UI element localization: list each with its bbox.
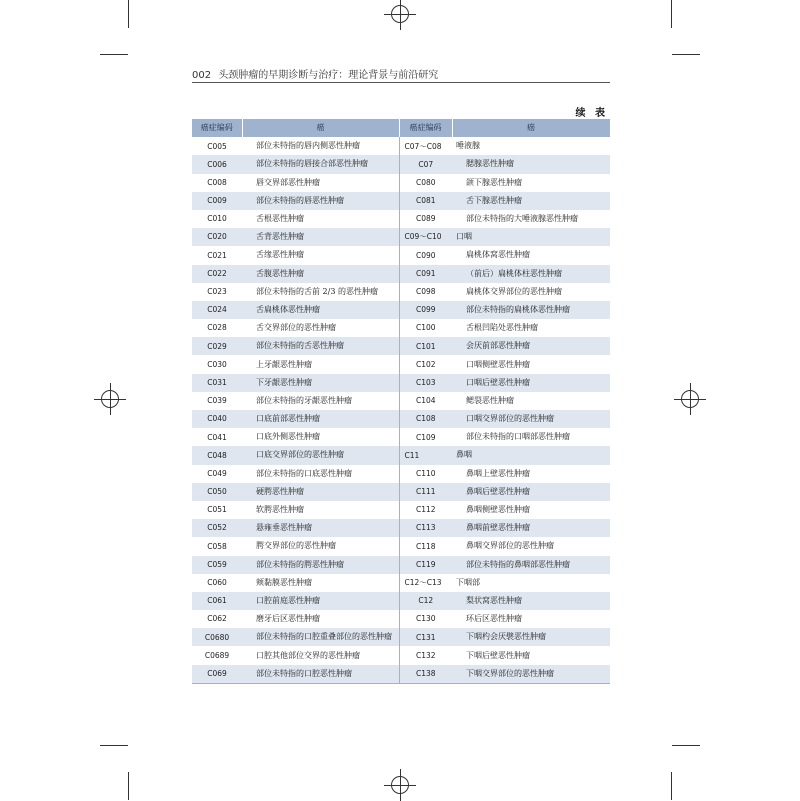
left-code-cell: C031 — [192, 374, 242, 392]
left-name-cell: 软腭恶性肿瘤 — [242, 501, 399, 519]
left-code-cell: C0689 — [192, 646, 242, 664]
right-name-cell: 下咽交界部位的恶性肿瘤 — [452, 665, 610, 684]
left-name-cell: 颊黏膜恶性肿瘤 — [242, 574, 399, 592]
left-name-cell: 腭交界部位的恶性肿瘤 — [242, 537, 399, 555]
table-row — [192, 646, 610, 664]
registration-mark-bottom — [391, 776, 409, 794]
left-name-cell: 部位未特指的唇恶性肿瘤 — [242, 192, 399, 210]
crop-mark — [671, 0, 672, 28]
left-code-cell: C005 — [192, 137, 242, 155]
right-code-cell: C12～C13 — [399, 574, 452, 592]
right-code-cell: C090 — [399, 246, 452, 264]
left-code-cell: C022 — [192, 265, 242, 283]
table-row — [192, 556, 610, 574]
right-name-cell: 口咽交界部位的恶性肿瘤 — [452, 410, 610, 428]
right-code-cell: C11 — [399, 446, 452, 464]
left-name-cell: 口底外侧恶性肿瘤 — [242, 428, 399, 446]
right-code-cell: C110 — [399, 465, 452, 483]
right-name-cell: 部位未特指的扁桃体恶性肿瘤 — [452, 301, 610, 319]
left-name-cell: 舌腹恶性肿瘤 — [242, 265, 399, 283]
left-name-cell: 部位未特指的腭恶性肿瘤 — [242, 556, 399, 574]
left-code-cell: C040 — [192, 410, 242, 428]
right-code-cell: C103 — [399, 374, 452, 392]
left-code-cell: C060 — [192, 574, 242, 592]
left-name-cell: 舌扁桃体恶性肿瘤 — [242, 301, 399, 319]
right-name-cell: 鳃裂恶性肿瘤 — [452, 392, 610, 410]
right-name-cell: 口咽后壁恶性肿瘤 — [452, 374, 610, 392]
crop-mark — [128, 772, 129, 800]
registration-mark-left — [101, 390, 119, 408]
left-code-cell: C049 — [192, 465, 242, 483]
table-row — [192, 174, 610, 192]
table-row — [192, 446, 610, 464]
table-row — [192, 592, 610, 610]
right-code-cell: C111 — [399, 483, 452, 501]
right-name-cell: 下咽后壁恶性肿瘤 — [452, 646, 610, 664]
registration-mark-right — [681, 390, 699, 408]
table-row — [192, 428, 610, 446]
right-name-cell: 鼻咽交界部位的恶性肿瘤 — [452, 537, 610, 555]
column-header: 癌症编码 — [399, 119, 452, 137]
left-code-cell: C008 — [192, 174, 242, 192]
registration-mark-top — [391, 5, 409, 23]
right-name-cell: 唾液腺 — [452, 137, 610, 155]
right-name-cell: 部位未特指的大唾液腺恶性肿瘤 — [452, 210, 610, 228]
right-name-cell: 部位未特指的鼻咽部恶性肿瘤 — [452, 556, 610, 574]
table-row — [192, 337, 610, 355]
right-code-cell: C098 — [399, 283, 452, 301]
right-name-cell: 梨状窝恶性肿瘤 — [452, 592, 610, 610]
left-code-cell: C023 — [192, 283, 242, 301]
right-name-cell: 下咽杓会厌襞恶性肿瘤 — [452, 628, 610, 646]
left-code-cell: C048 — [192, 446, 242, 464]
cancer-code-table — [192, 119, 611, 684]
right-code-cell: C07～C08 — [399, 137, 452, 155]
left-code-cell: C059 — [192, 556, 242, 574]
left-code-cell: C061 — [192, 592, 242, 610]
right-name-cell: 扁桃体交界部位的恶性肿瘤 — [452, 283, 610, 301]
running-head — [192, 66, 610, 81]
right-code-cell: C131 — [399, 628, 452, 646]
left-code-cell: C024 — [192, 301, 242, 319]
right-code-cell: C130 — [399, 610, 452, 628]
right-code-cell: C109 — [399, 428, 452, 446]
left-code-cell: C062 — [192, 610, 242, 628]
left-name-cell: 部位未特指的唇内侧恶性肿瘤 — [242, 137, 399, 155]
left-name-cell: 悬雍垂恶性肿瘤 — [242, 519, 399, 537]
left-code-cell: C069 — [192, 665, 242, 684]
column-header: 癌 — [242, 119, 399, 137]
left-name-cell: 舌交界部位的恶性肿瘤 — [242, 319, 399, 337]
left-code-cell: C052 — [192, 519, 242, 537]
page-number: 002 — [192, 70, 212, 81]
table-row — [192, 374, 610, 392]
right-name-cell: （前后）扁桃体柱恶性肿瘤 — [452, 265, 610, 283]
book-title: 头颈肿瘤的早期诊断与治疗：理论背景与前沿研究 — [218, 70, 439, 81]
left-name-cell: 部位未特指的牙龈恶性肿瘤 — [242, 392, 399, 410]
right-code-cell: C119 — [399, 556, 452, 574]
right-name-cell: 鼻咽上壁恶性肿瘤 — [452, 465, 610, 483]
left-code-cell: C020 — [192, 228, 242, 246]
right-code-cell: C099 — [399, 301, 452, 319]
left-name-cell: 口腔其他部位交界的恶性肿瘤 — [242, 646, 399, 664]
right-code-cell: C091 — [399, 265, 452, 283]
right-name-cell: 口咽侧壁恶性肿瘤 — [452, 355, 610, 373]
left-name-cell: 部位未特指的口底恶性肿瘤 — [242, 465, 399, 483]
table-row — [192, 192, 610, 210]
right-name-cell: 鼻咽 — [452, 446, 610, 464]
left-name-cell: 唇交界部恶性肿瘤 — [242, 174, 399, 192]
table-row — [192, 319, 610, 337]
right-code-cell: C080 — [399, 174, 452, 192]
header-rule — [192, 82, 610, 83]
left-name-cell: 部位未特指的口腔重叠部位的恶性肿瘤 — [242, 628, 399, 646]
left-code-cell: C029 — [192, 337, 242, 355]
left-name-cell: 口腔前庭恶性肿瘤 — [242, 592, 399, 610]
left-name-cell: 部位未特指的唇接合部恶性肿瘤 — [242, 155, 399, 173]
right-code-cell: C138 — [399, 665, 452, 684]
table-row — [192, 137, 610, 155]
table-row — [192, 392, 610, 410]
left-code-cell: C030 — [192, 355, 242, 373]
left-name-cell: 硬腭恶性肿瘤 — [242, 483, 399, 501]
right-name-cell: 鼻咽前壁恶性肿瘤 — [452, 519, 610, 537]
table-row — [192, 355, 610, 373]
left-code-cell: C028 — [192, 319, 242, 337]
left-code-cell: C009 — [192, 192, 242, 210]
table-row — [192, 483, 610, 501]
left-code-cell: C006 — [192, 155, 242, 173]
table-row — [192, 301, 610, 319]
left-code-cell: C050 — [192, 483, 242, 501]
table-header-row — [192, 119, 610, 137]
table-row — [192, 246, 610, 264]
right-code-cell: C132 — [399, 646, 452, 664]
right-code-cell: C089 — [399, 210, 452, 228]
right-name-cell: 口咽 — [452, 228, 610, 246]
right-name-cell: 鼻咽后壁恶性肿瘤 — [452, 483, 610, 501]
table-row — [192, 665, 610, 684]
table-row — [192, 465, 610, 483]
left-code-cell: C041 — [192, 428, 242, 446]
right-name-cell: 扁桃体窝恶性肿瘤 — [452, 246, 610, 264]
table-row — [192, 410, 610, 428]
right-name-cell: 下咽部 — [452, 574, 610, 592]
left-code-cell: C010 — [192, 210, 242, 228]
right-code-cell: C104 — [399, 392, 452, 410]
right-code-cell: C108 — [399, 410, 452, 428]
left-name-cell: 部位未特指的口腔恶性肿瘤 — [242, 665, 399, 684]
table-row — [192, 228, 610, 246]
right-code-cell: C113 — [399, 519, 452, 537]
left-code-cell: C051 — [192, 501, 242, 519]
crop-mark — [672, 745, 700, 746]
table-row — [192, 610, 610, 628]
right-name-cell: 舌下腺恶性肿瘤 — [452, 192, 610, 210]
right-name-cell: 鼻咽侧壁恶性肿瘤 — [452, 501, 610, 519]
right-code-cell: C07 — [399, 155, 452, 173]
left-name-cell: 舌背恶性肿瘤 — [242, 228, 399, 246]
left-name-cell: 部位未特指的舌前 2/3 的恶性肿瘤 — [242, 283, 399, 301]
right-code-cell: C102 — [399, 355, 452, 373]
right-name-cell: 会厌前部恶性肿瘤 — [452, 337, 610, 355]
continued-label: 续 表 — [575, 108, 608, 119]
left-code-cell: C021 — [192, 246, 242, 264]
right-name-cell: 颌下腺恶性肿瘤 — [452, 174, 610, 192]
left-name-cell: 部位未特指的舌恶性肿瘤 — [242, 337, 399, 355]
table-row — [192, 537, 610, 555]
table-row — [192, 574, 610, 592]
left-code-cell: C0680 — [192, 628, 242, 646]
table-body — [192, 137, 610, 683]
crop-mark — [100, 745, 128, 746]
table-row — [192, 628, 610, 646]
table-row — [192, 210, 610, 228]
right-name-cell: 舌根凹陷处恶性肿瘤 — [452, 319, 610, 337]
crop-mark — [671, 772, 672, 800]
right-code-cell: C100 — [399, 319, 452, 337]
right-name-cell: 环后区恶性肿瘤 — [452, 610, 610, 628]
left-name-cell: 舌缘恶性肿瘤 — [242, 246, 399, 264]
table-row — [192, 283, 610, 301]
left-name-cell: 磨牙后区恶性肿瘤 — [242, 610, 399, 628]
crop-mark — [100, 54, 128, 55]
right-code-cell: C101 — [399, 337, 452, 355]
column-header: 癌症编码 — [192, 119, 242, 137]
right-name-cell: 部位未特指的口咽部恶性肿瘤 — [452, 428, 610, 446]
left-code-cell: C058 — [192, 537, 242, 555]
column-header: 癌 — [452, 119, 610, 137]
left-name-cell: 舌根恶性肿瘤 — [242, 210, 399, 228]
right-code-cell: C09～C10 — [399, 228, 452, 246]
left-code-cell: C039 — [192, 392, 242, 410]
table-row — [192, 519, 610, 537]
table-row — [192, 501, 610, 519]
crop-mark — [672, 54, 700, 55]
right-code-cell: C081 — [399, 192, 452, 210]
left-name-cell: 下牙龈恶性肿瘤 — [242, 374, 399, 392]
table-row — [192, 265, 610, 283]
left-name-cell: 上牙龈恶性肿瘤 — [242, 355, 399, 373]
left-name-cell: 口底交界部位的恶性肿瘤 — [242, 446, 399, 464]
right-name-cell: 腮腺恶性肿瘤 — [452, 155, 610, 173]
table-row — [192, 155, 610, 173]
left-name-cell: 口底前部恶性肿瘤 — [242, 410, 399, 428]
right-code-cell: C12 — [399, 592, 452, 610]
right-code-cell: C118 — [399, 537, 452, 555]
crop-mark — [128, 0, 129, 28]
right-code-cell: C112 — [399, 501, 452, 519]
